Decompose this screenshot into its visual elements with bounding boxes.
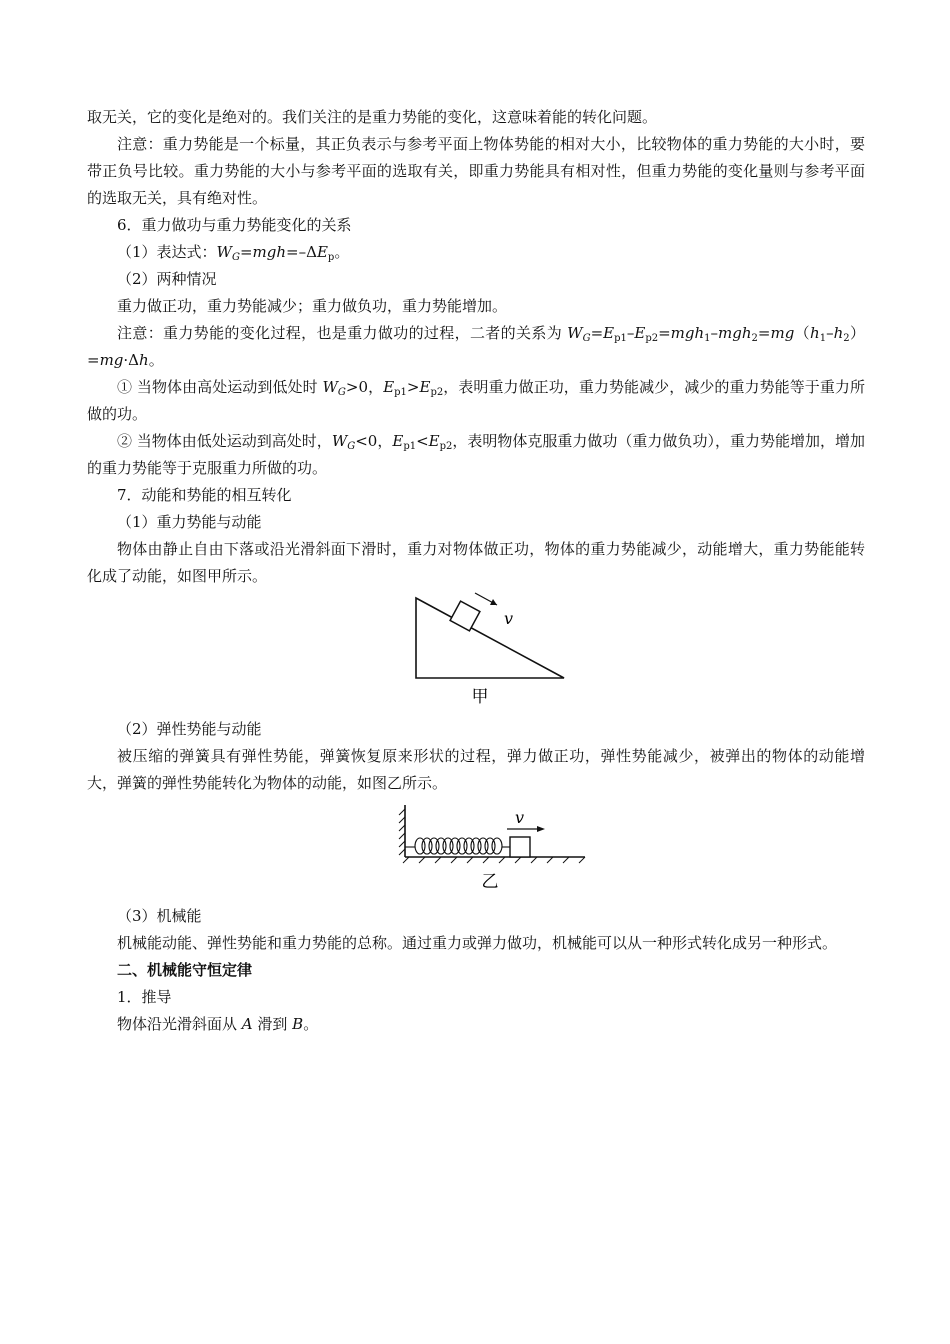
paragraph-gravity-kinetic: 物体由静止自由下落或沿光滑斜面下滑时，重力对物体做正功，物体的重力势能减少，动能增大，重力势能能转化成了动能，如图甲所示。 — [87, 540, 865, 585]
section-2-heading: 二、机械能守恒定律 — [117, 961, 253, 979]
paragraph-mechanical-energy: 机械能动能、弹性势能和重力势能的总称。通过重力或弹力做功，机械能可以从一种形式转化成另一种形式。 — [117, 934, 838, 952]
derivation-heading: 1．推导 — [117, 988, 172, 1006]
incline-diagram — [87, 590, 865, 716]
incline-triangle — [416, 598, 564, 678]
figure-jia — [87, 590, 865, 716]
subheading-2: （2）弹性势能与动能 — [117, 720, 262, 738]
wall-hatching — [399, 809, 405, 855]
derivation-text: 物体沿光滑斜面从 A 滑到 B。 — [117, 1015, 319, 1033]
block-on-incline — [450, 601, 480, 631]
two-cases-heading: （2）两种情况 — [117, 270, 217, 288]
document-body — [87, 104, 865, 1038]
section-7-heading: 7．动能和势能的相互转化 — [117, 486, 292, 504]
figure-yi-label: 乙 — [481, 872, 499, 892]
section-6-heading: 6．重力做功与重力势能变化的关系 — [117, 216, 352, 234]
case-2-text: ② 当物体由低处运动到高处时，$W_G<0$，$E_{p1}<E_{p2}$，表明物体克服重力做功（重力做负功），重力势能增加，增加的重力势能等于克服重力所做的功。 — [87, 432, 865, 477]
block — [510, 837, 530, 857]
subheading-1: （1）重力势能与动能 — [117, 513, 262, 531]
note-paragraph: 注意：重力势能是一个标量，其正负表示与参考平面上物体势能的相对大小，比较物体的重力势能的大小时，要带正负号比较。重力势能的大小与参考平面的选取有关，即重力势能具有相对性，但重力势能的变化量则与参考平面的选取无关，具有绝对性。 — [87, 135, 865, 207]
subheading-3: （3）机械能 — [117, 907, 202, 925]
paragraph-elastic-kinetic: 被压缩的弹簧具有弹性势能，弹簧恢复原来形状的过程，弹力做正功，弹性势能减少，被弹出的物体的动能增大，弹簧的弹性势能转化为物体的动能，如图乙所示。 — [87, 747, 865, 792]
floor-hatching — [403, 857, 585, 863]
velocity-arrowhead — [537, 826, 545, 832]
velocity-label: v — [504, 609, 514, 628]
velocity-label: v — [515, 808, 525, 827]
case-1-text: ① 当物体由高处运动到低处时 $W_G>0$，$E_{p1}>E_{p2}$，表明重力做正功，重力势能减少，减少的重力势能等于重力所做的功。 — [87, 378, 865, 423]
two-cases-text: 重力做正功，重力势能减少；重力做负功，重力势能增加。 — [117, 297, 508, 315]
paragraph-1: 取无关，它的变化是绝对的。我们关注的是重力势能的变化，这意味着能的转化问题。 — [87, 108, 658, 126]
spring-coils — [405, 838, 510, 854]
figure-yi — [87, 797, 865, 903]
expression-line: （1）表达式：$W_G=mgh=-\Delta E_p$。 — [117, 243, 350, 263]
relation-note: 注意：重力势能的变化过程，也是重力做功的过程，二者的关系为 $W_G=E_{p1}-E_{p2}=mgh_1-mgh_2=mg(h_1-h_2)=mg\cdot\Delta h$。 — [87, 324, 865, 369]
figure-jia-label: 甲 — [471, 687, 489, 707]
spring-diagram — [87, 797, 865, 903]
